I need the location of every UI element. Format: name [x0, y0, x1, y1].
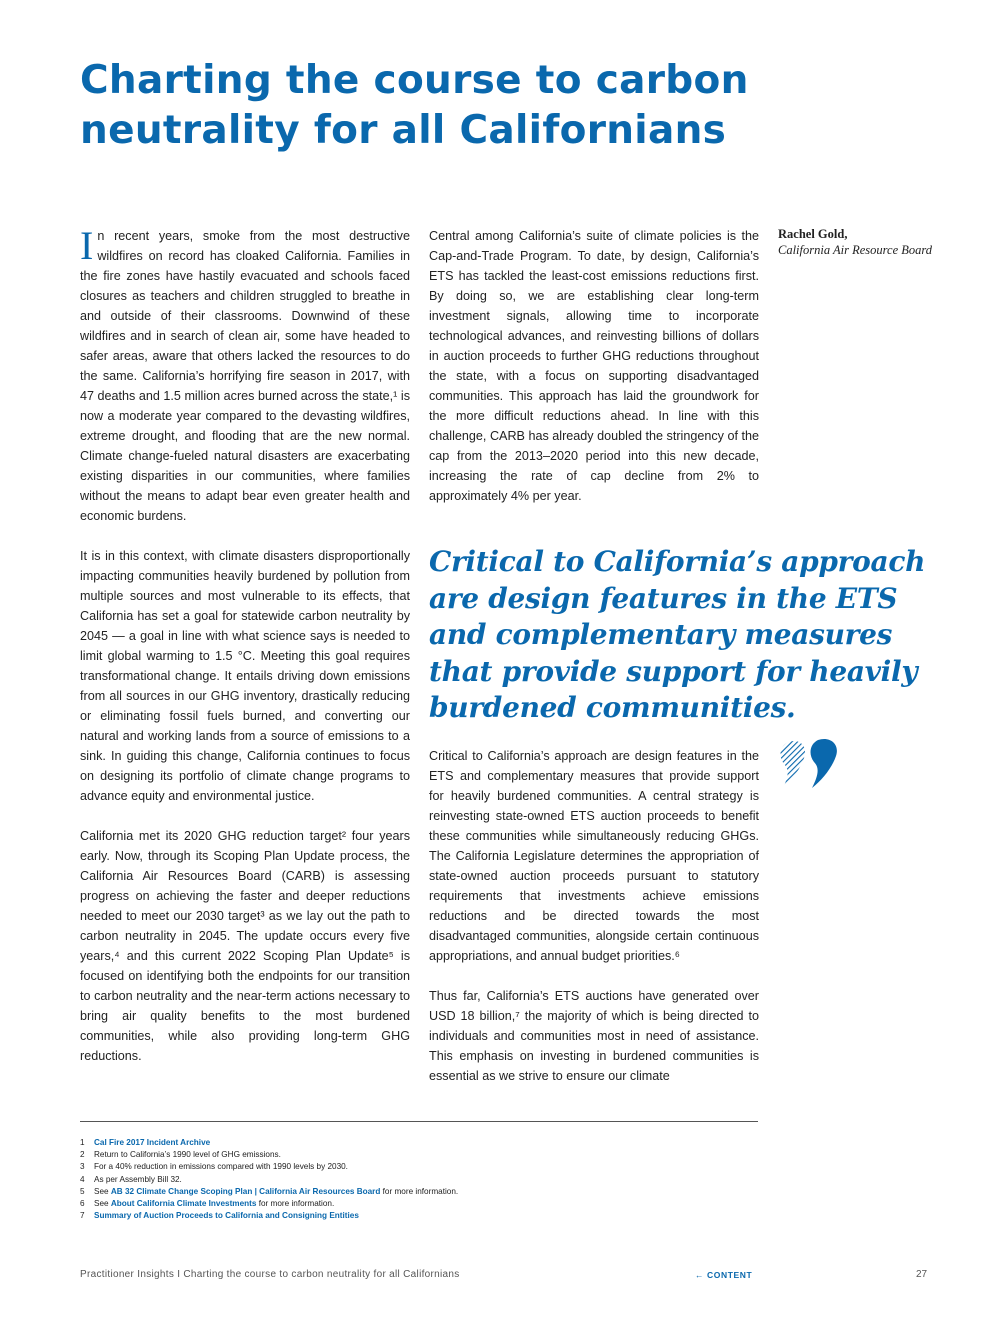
footnote-number: 1: [80, 1138, 85, 1147]
footnote-link[interactable]: About California Climate Investments: [110, 1199, 257, 1209]
footer-running-title: Practitioner Insights I Charting the course to carbon neutrality for all Californians: [80, 1269, 460, 1280]
footnote-link[interactable]: AB 32 Climate Change Scoping Plan | California Air Resources Board: [110, 1186, 381, 1196]
paragraph: Central among California’s suite of climate policies is the Cap-and-Trade Program. To date, by design, California’s ETS has tackled the least-cost emissions reductions first. By doing so, we are establishing clear long-term investment signals, allowing time to incorporate technological advances, and reinvesting billions of dollars in auction proceeds to further GHG reductions throughout the state, with a focus on supporting disadvantaged communities. This approach has laid the groundwork for the more difficult reductions ahead. In line with this challenge, CARB has already doubled the stringency of the cap from the 2013–2020 period into this new decade, increasing the rate of cap decline from 2% to approximately 4% per year.: [429, 229, 759, 503]
footnote-text: Return to California’s 1990 level of GHG emissions.: [94, 1150, 281, 1160]
footnote-text: See: [94, 1199, 111, 1209]
footnote-number: 7: [80, 1211, 85, 1221]
paragraph: Critical to California’s approach are design features in the ETS and complementary measures that provide support for heavily burdened communities. A central strategy is reinvesting state-owned ETS auction proceeds to benefit these communities while simultaneously reducing GHGs. The California Legislature determines the appropriation of state-owned auction proceeds pursuant to statutory requirements that investments achieve emissions reductions and be directed towards the most disadvantaged communities, alongside certain continuous appropriations, and annual budget priorities.⁶: [429, 749, 759, 963]
footnote-text: As per Assembly Bill 32.: [94, 1174, 182, 1184]
footnote-item: [80, 1174, 780, 1186]
footnote-item: [80, 1198, 780, 1210]
paragraph-text: n recent years, smoke from the most destructive wildfires on record has cloaked California. Families in the fire zones have hastily evacuated and schools faced closures as teachers and children struggled to breathe in and outside of their classrooms. Downwind of these wildfires and in search of clean air, some have headed to safer areas, aware that others lacked the resources to do the same. California’s horrifying fire season in 2017, with 47 deaths and 1.5 million acres burned across the state,¹ is now a moderate year compared to the devasting wildfires, extreme drought, and flooding that are the new normal. Climate change-fueled natural disasters are exacerbating existing disparities in our communities, where families without the means to adapt bear even greater health and economic burdens.: [80, 229, 410, 523]
column-left: [80, 223, 410, 1086]
footnote-item: [80, 1149, 780, 1161]
author-name: Rachel Gold,: [778, 227, 848, 241]
footnote-item: [80, 1210, 780, 1222]
footnote-text: For a 40% reduction in emissions compared with 1990 levels by 2030.: [94, 1162, 348, 1172]
paragraph: [80, 223, 410, 526]
drop-cap: I: [80, 223, 94, 268]
paragraph: Thus far, California’s ETS auctions have generated over USD 18 billion,⁷ the majority of which is being directed to individuals and communities most in need of assistance. This emphasis on investing in burdened communities is essential as we strive to ensure our climate: [429, 989, 759, 1083]
footnote-number: 5: [80, 1186, 85, 1196]
quote-mark-icon: [778, 738, 842, 794]
page-number: 27: [916, 1269, 928, 1280]
footnote-text: for more information.: [380, 1186, 459, 1196]
page-title: Charting the course to carbon neutrality for all Californians: [80, 58, 749, 153]
pull-quote: Critical to California’s approach are design features in the ETS and complementary measures that provide support for heavily burdened communities.: [429, 545, 926, 724]
author-byline: [778, 226, 938, 258]
column-middle-bottom: [429, 746, 759, 1106]
column-middle-top: [429, 226, 759, 526]
footnote-number: 2: [80, 1150, 85, 1160]
footnote-link[interactable]: Cal Fire 2017 Incident Archive: [94, 1138, 211, 1147]
footnote-item: [80, 1186, 780, 1198]
author-organization: California Air Resource Board: [778, 243, 933, 257]
paragraph: California met its 2020 GHG reduction target² four years early. Now, through its Scoping Plan Update process, the California Air Resources Board (CARB) is assessing progress on achieving the faster and deeper reductions needed to meet our 2030 target³ as we lay out the path to carbon neutrality in 2045. The update occurs every five years,⁴ and this current 2022 Scoping Plan Update⁵ is focused on identifying both the endpoints for our transition to carbon neutrality and the near-term actions necessary to bring air quality benefits to the most burdened communities, while also providing long-term GHG reductions.: [80, 829, 410, 1063]
footnote-number: 4: [80, 1174, 85, 1184]
footnote-item: [80, 1137, 780, 1149]
paragraph: It is in this context, with climate disasters disproportionally impacting communities heavily burdened by pollution from multiple sources and most vulnerable to its effects, that California has set a goal for statewide carbon neutrality by 2045 — a goal in line with what science says is needed to limit global warming to 1.5 °C. Meeting this goal requires transformational change. It entails driving down emissions from all sources in our GHG inventory, drastically reducing or eliminating fossil fuels burned, and converting our natural and working lands from a source of emissions to a sink. In guiding this change, California continues to focus on designing its portfolio of climate change programs to advance equity and environmental justice.: [80, 549, 410, 803]
footnote-number: 3: [80, 1162, 85, 1172]
footnote-link[interactable]: Summary of Auction Proceeds to California and Consigning Entities: [94, 1211, 359, 1221]
footnote-number: 6: [80, 1199, 85, 1209]
footnotes: [80, 1137, 780, 1222]
footnote-divider: [80, 1121, 758, 1122]
footnote-text: See: [94, 1186, 111, 1196]
footnote-item: [80, 1161, 780, 1173]
footnote-text: for more information.: [256, 1199, 335, 1209]
content-link[interactable]: ← CONTENT: [695, 1270, 753, 1280]
